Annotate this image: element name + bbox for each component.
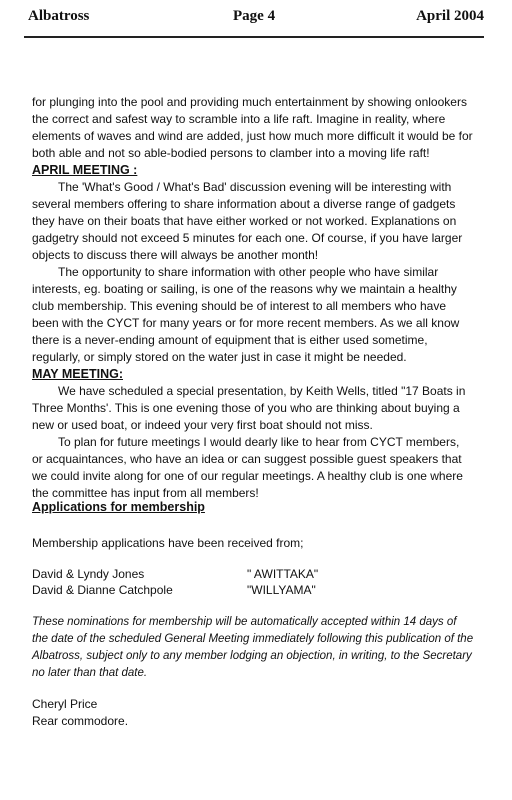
article-body xyxy=(32,94,473,502)
applicant-row xyxy=(32,582,472,598)
applicant-boat: "WILLYAMA" xyxy=(247,583,316,597)
applicant-row xyxy=(32,566,472,582)
applicant-boat: " AWITTAKA" xyxy=(247,567,319,581)
may-meeting-heading: MAY MEETING: xyxy=(32,367,123,381)
header-rule xyxy=(24,36,484,38)
membership-heading: Applications for membership xyxy=(32,500,205,514)
membership-notice: These nominations for membership will be automatically accepted within 14 days of the date of the scheduled General Meeting immediately following this publication of the Albatross, subject only to any member lodging an objection, in writing, to the Secretary no later than that date. xyxy=(32,616,474,679)
may-paragraph-2: To plan for future meetings I would dearly like to hear from CYCT members, or acquaintances, who have an idea or can suggest possible guest speakers that we could invite along for one of our regular meetings. A healthy club is one where the committee has input from all members! xyxy=(32,435,463,500)
newsletter-title: Albatross xyxy=(28,8,90,24)
applicant-name: David & Lyndy Jones xyxy=(32,567,145,581)
may-paragraph-1: We have scheduled a special presentation, by Keith Wells, titled "17 Boats in Three Months'. This is one evening those of you who are thinking about buying a new or used boat, or indeed your very first boat should not miss. xyxy=(32,384,466,432)
applicant-list xyxy=(32,566,472,598)
issue-date: April 2004 xyxy=(416,8,484,24)
april-paragraph-2: The opportunity to share information with other people who have similar interests, eg. boating or sailing, is one of the reasons why we maintain a healthy club membership. This evening should be of interest to all members who have been with the CYCT for many years or for more recent members. As we all know there is a never-ending amount of equipment that is either used sometime, regularly, or simply stored on the water just in case it might be needed. xyxy=(32,265,460,364)
membership-received-text: Membership applications have been received from; xyxy=(32,536,304,550)
applicant-name: David & Dianne Catchpole xyxy=(32,583,173,597)
april-meeting-heading: APRIL MEETING : xyxy=(32,163,138,177)
signature-title: Rear commodore. xyxy=(32,714,129,728)
page-header xyxy=(28,6,484,30)
signature-block xyxy=(32,696,128,730)
page-number: Page 4 xyxy=(233,8,276,24)
april-paragraph-1: The 'What's Good / What's Bad' discussion evening will be interesting with several members offering to share information about a diverse range of gadgets they have on their boats that have either worked or not worked. Explanations on gadgetry should not exceed 5 minutes for each one. Of course, if you have larger objects to discuss there will always be another month! xyxy=(32,180,463,262)
signature-name: Cheryl Price xyxy=(32,697,98,711)
intro-paragraph: for plunging into the pool and providing much entertainment by showing onlookers the correct and safest way to scramble into a life raft. Imagine in reality, where elements of waves and wind are added, just how much more difficult it would be for both able and not so able-bodied persons to clamber into a moving life raft! xyxy=(32,95,473,160)
